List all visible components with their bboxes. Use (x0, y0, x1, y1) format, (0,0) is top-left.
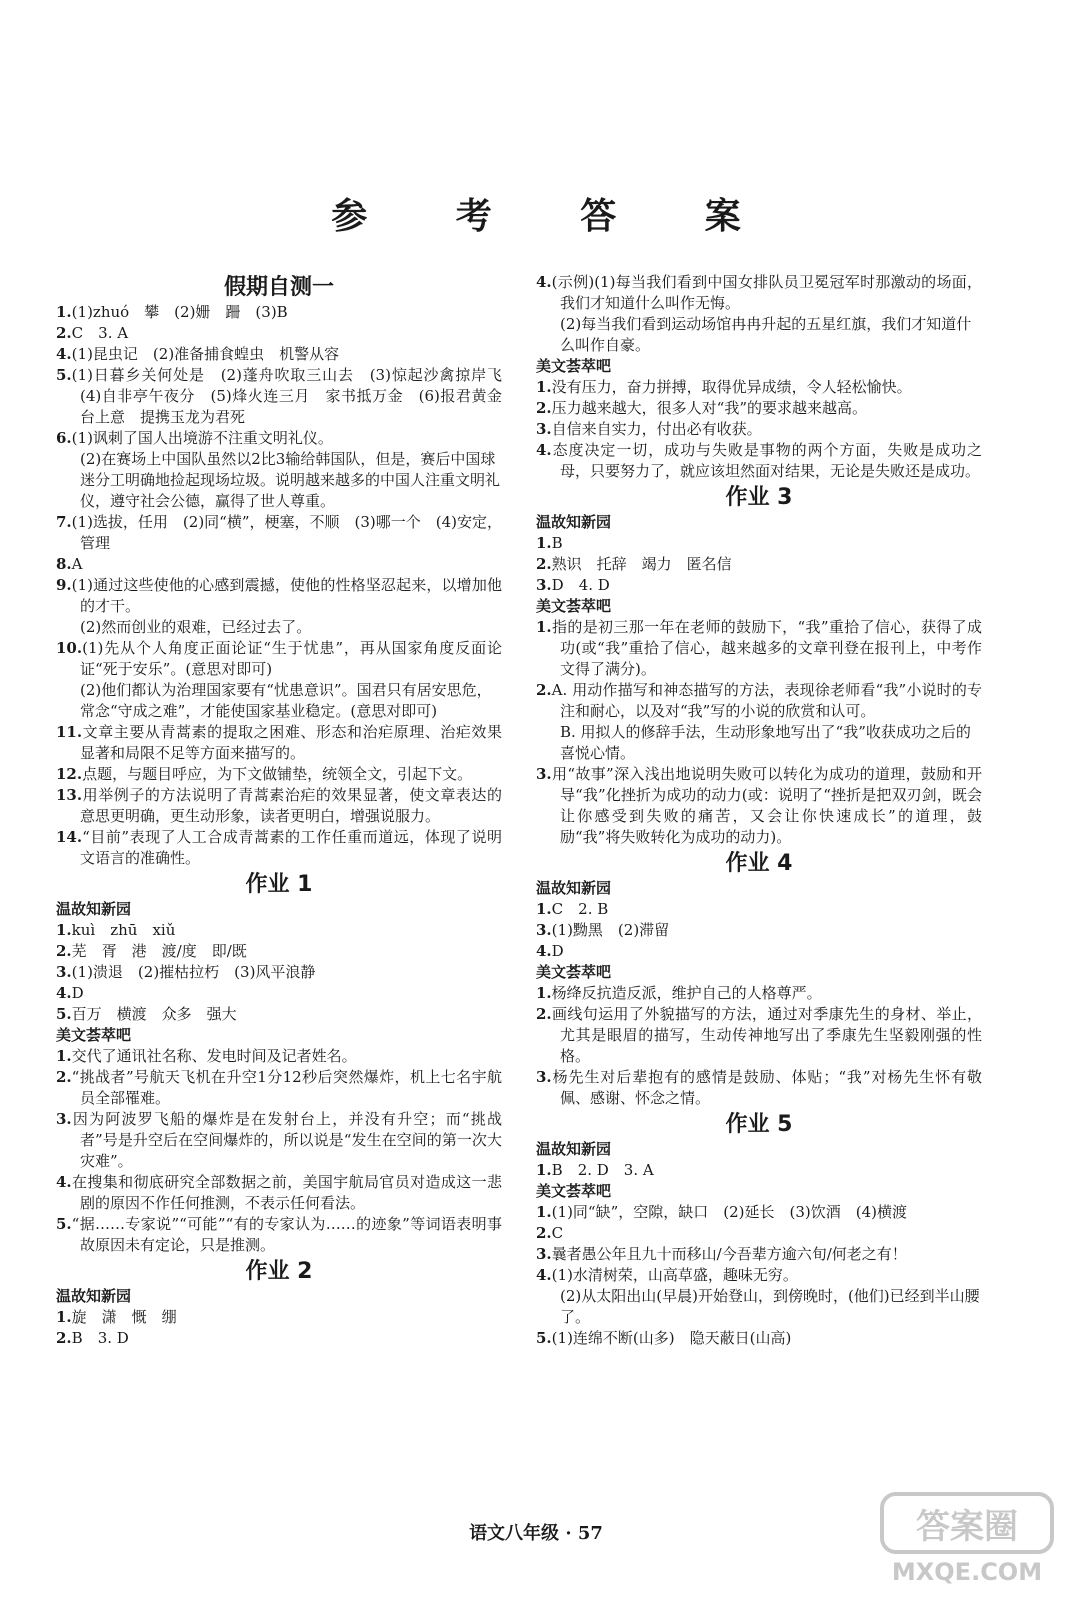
answer-item (56, 428, 502, 449)
item-number: 2. (56, 1068, 72, 1086)
item-text: 点题，与题目呼应，为下文做铺垫，统领全文，引起下文。 (82, 765, 473, 783)
item-number: 13. (56, 786, 83, 804)
answer-item (56, 764, 502, 785)
answer-item (56, 827, 502, 869)
item-text: “挑战者”号航天飞机在升空1分12秒后突然爆炸，机上七名宇航员全部罹难。 (71, 1068, 502, 1107)
item-text: 压力越来越大，很多人对“我”的要求越来越高。 (551, 399, 868, 417)
answer-list (56, 1046, 502, 1256)
answer-item (56, 1172, 502, 1214)
item-text: (1)连绵不断(山多) 隐天蔽日(山高) (551, 1329, 792, 1347)
answer-item (536, 1286, 982, 1328)
answer-item (536, 1004, 982, 1067)
item-number: 1. (56, 1047, 72, 1065)
item-text: D 4. D (551, 576, 610, 594)
answer-item (536, 554, 982, 575)
subsection-title: 美文荟萃吧 (536, 357, 612, 375)
answer-item (536, 377, 982, 398)
answer-item (56, 983, 502, 1004)
item-text: B. 用拟人的修辞手法，生动形象地写出了“我”收获成功之后的喜悦心情。 (560, 723, 971, 762)
answer-list (536, 983, 982, 1109)
page-title: 参 考 答 案 (331, 195, 779, 237)
item-text: B (551, 534, 563, 552)
item-number: 14. (56, 828, 83, 846)
subsection-title: 美文荟萃吧 (56, 1026, 132, 1044)
answer-item (56, 323, 502, 344)
item-text: 用举例子的方法说明了青蒿素治疟的效果显著，使文章表达的意思更明确，更生动形象，读者更明白，增强说服力。 (80, 786, 502, 825)
answer-item (536, 314, 982, 356)
item-text: (1)水清树荣，山高草盛，趣味无穷。 (551, 1266, 798, 1284)
answer-item (56, 1004, 502, 1025)
item-text: (示例)(1)每当我们看到中国女排队员卫冕冠军时那激动的场面，我们才知道什么叫作无悔。 (551, 273, 982, 312)
item-number: 2. (56, 324, 72, 342)
answer-item (536, 440, 982, 482)
item-number: 2. (56, 942, 72, 960)
item-number: 3. (536, 1068, 552, 1086)
item-number: 3. (56, 1110, 72, 1128)
item-text: (1)通过这些使他的心感到震撼，使他的性格坚忍起来，以增加他的才干。 (71, 576, 502, 615)
item-number: 1. (536, 618, 552, 636)
answer-item (536, 680, 982, 722)
item-number: 6. (56, 429, 72, 447)
item-text: A. 用动作描写和神态描写的方法，表现徐老师看“我”小说时的专注和耐心，以及对“我”写的小说的欣赏和认可。 (551, 681, 982, 720)
item-number: 1. (56, 303, 72, 321)
item-number: 7. (56, 513, 72, 531)
item-text: B 2. D 3. A (551, 1161, 654, 1179)
item-text: 杨绛反抗造反派，维护自己的人格尊严。 (551, 984, 822, 1002)
item-number: 1. (536, 534, 552, 552)
section-title: 作业 3 (725, 485, 793, 510)
item-text: 交代了通讯社名称、发电时间及记者姓名。 (71, 1047, 357, 1065)
item-number: 1. (56, 1308, 72, 1326)
item-text: (1)讽刺了国人出境游不注重文明礼仪。 (71, 429, 333, 447)
answer-item (56, 1046, 502, 1067)
answer-item (536, 1328, 982, 1349)
item-text: 文章主要从青蒿素的提取之困难、形态和治疟原理、治疟效果显著和局限不足等方面来描写的。 (80, 723, 502, 762)
item-number: 2. (536, 681, 552, 699)
item-text: (1)黝黑 (2)滞留 (551, 921, 670, 939)
item-number: 4. (56, 345, 72, 363)
watermark-url: MXQE.COM (891, 1558, 1043, 1586)
item-text: D (71, 984, 84, 1002)
item-text: (1)选拔，任用 (2)同“横”，梗塞，不顺 (3)哪一个 (4)安定，管理 (71, 513, 503, 552)
section-title: 假期自测一 (223, 275, 334, 300)
item-number: 1. (536, 1161, 552, 1179)
left-column (56, 272, 518, 1349)
answer-item (536, 920, 982, 941)
answer-list (56, 1307, 502, 1349)
item-text: (2)从太阳出山(早晨)开始登山，到傍晚时，(他们)已经到半山腰了。 (560, 1287, 980, 1326)
item-number: 4. (536, 1266, 552, 1284)
answer-list (536, 272, 982, 356)
answer-item (56, 575, 502, 617)
item-text: “目前”表现了人工合成青蒿素的工作任重而道远，体现了说明文语言的准确性。 (80, 828, 502, 867)
answer-item (536, 533, 982, 554)
answer-item (536, 272, 982, 314)
answer-list (56, 302, 518, 869)
item-number: 1. (536, 1203, 552, 1221)
subsection-title: 温故知新园 (536, 1140, 612, 1158)
item-number: 1. (56, 921, 72, 939)
item-text: 因为阿波罗飞船的爆炸是在发射台上，并没有升空；而“挑战者”号是升空后在空间爆炸的，所以说是“发生在空间的第一次大灾难”。 (71, 1110, 502, 1170)
item-text: D (551, 942, 564, 960)
page-footer: 语文八年级 · 57 (469, 1523, 603, 1544)
answer-item (536, 419, 982, 440)
item-text: B 3. D (71, 1329, 129, 1347)
item-text: C 2. B (551, 900, 609, 918)
answer-item (56, 1307, 502, 1328)
item-number: 1. (536, 984, 552, 1002)
answer-item (56, 617, 502, 638)
answer-item (536, 1223, 982, 1244)
item-number: 5. (56, 366, 72, 384)
item-text: kuì zhū xiǔ (71, 921, 176, 939)
answer-list (536, 1160, 982, 1181)
answer-item (536, 722, 982, 764)
item-number: 5. (56, 1005, 72, 1023)
item-text: 百万 横渡 众多 强大 (71, 1005, 237, 1023)
answer-item (56, 344, 502, 365)
item-text: (2)然而创业的艰难，已经过去了。 (80, 618, 312, 636)
answer-item (536, 398, 982, 419)
section-title: 作业 5 (725, 1112, 793, 1137)
answer-item (56, 638, 502, 680)
answer-item (536, 1244, 982, 1265)
item-text: 曩者愚公年且九十而移山/今吾辈方逾六旬/何老之有！ (551, 1245, 907, 1263)
answer-item (536, 983, 982, 1004)
item-number: 10. (56, 639, 83, 657)
answer-item (56, 1214, 502, 1256)
answer-item (536, 899, 982, 920)
item-text: 杨先生对后辈抱有的感情是鼓励、体贴；“我”对杨先生怀有敬佩、感谢、怀念之情。 (551, 1068, 982, 1107)
item-text: 旋 潇 慨 绷 (71, 1308, 177, 1326)
item-number: 3. (536, 765, 552, 783)
item-text: (1)昆虫记 (2)准备捕食蝗虫 机警从容 (71, 345, 340, 363)
answer-item (56, 1067, 502, 1109)
answer-item (56, 680, 502, 722)
item-number: 3. (536, 921, 552, 939)
answer-item (56, 449, 502, 512)
item-number: 1. (536, 900, 552, 918)
item-text: (1)先从个人角度正面论证“生于忧患”，再从国家角度反面论证“死于安乐”。(意思对即可) (80, 639, 502, 678)
answer-item (56, 512, 502, 554)
item-number: 4. (536, 942, 552, 960)
answer-item (56, 941, 502, 962)
item-number: 12. (56, 765, 83, 783)
item-text: 在搜集和彻底研究全部数据之前，美国宇航局官员对造成这一悲剧的原因不作任何推测，不表示任何看法。 (71, 1173, 502, 1212)
item-number: 8. (56, 555, 72, 573)
answer-list (536, 1202, 982, 1349)
answer-list (56, 920, 502, 1025)
subsection-title: 美文荟萃吧 (536, 1182, 612, 1200)
item-number: 3. (56, 963, 72, 981)
answer-item (536, 575, 982, 596)
item-number: 2. (536, 1005, 552, 1023)
item-text: (1)同“缺”，空隙，缺口 (2)延长 (3)饮酒 (4)横渡 (551, 1203, 908, 1221)
section-title: 作业 1 (245, 872, 313, 897)
item-text: A (71, 555, 83, 573)
item-text: (2)在赛场上中国队虽然以2比3输给韩国队，但是，赛后中国球迷分工明确地捡起现场垃圾。说明越来越多的中国人注重文明礼仪，遵守社会公德，赢得了世人尊重。 (80, 450, 501, 510)
answer-item (56, 920, 502, 941)
item-number: 5. (536, 1329, 552, 1347)
answer-list (536, 533, 982, 596)
item-text: “据……专家说”“可能”“有的专家认为……的迹象”等词语表明事故原因未有定论，只是推测。 (71, 1215, 502, 1254)
item-number: 4. (56, 984, 72, 1002)
subsection-title: 温故知新园 (536, 879, 612, 897)
item-text: C 3. A (71, 324, 129, 342)
item-text: 芜 胥 港 渡/度 即/既 (71, 942, 247, 960)
answer-item (536, 617, 982, 680)
item-text: (1)溃退 (2)摧枯拉朽 (3)风平浪静 (71, 963, 316, 981)
answer-item (536, 1265, 982, 1286)
item-number: 4. (536, 273, 552, 291)
answer-item (56, 785, 502, 827)
answer-item (56, 1328, 502, 1349)
item-number: 3. (536, 420, 552, 438)
item-number: 2. (536, 399, 552, 417)
item-number: 9. (56, 576, 72, 594)
item-number: 3. (536, 576, 552, 594)
item-number: 2. (56, 1329, 72, 1347)
watermark-logo (880, 1488, 1060, 1588)
item-text: 画线句运用了外貌描写的方法，通过对季康先生的身材、举止，尤其是眼眉的描写，生动传神地写出了季康先生坚毅刚强的性格。 (551, 1005, 982, 1065)
answer-item (56, 722, 502, 764)
answer-list (536, 377, 982, 482)
item-text: (2)每当我们看到运动场馆冉冉升起的五星红旗，我们才知道什么叫作自豪。 (560, 315, 972, 354)
item-text: 态度决定一切，成功与失败是事物的两个方面，失败是成功之母，只要努力了，就应该坦然面对结果，无论是失败还是成功。 (551, 441, 982, 480)
answer-item (536, 764, 982, 848)
section-title: 作业 4 (725, 851, 793, 876)
item-number: 1. (536, 378, 552, 396)
answer-item (536, 941, 982, 962)
subsection-title: 温故知新园 (56, 900, 132, 918)
item-number: 11. (56, 723, 83, 741)
item-text: C (551, 1224, 564, 1242)
item-number: 3. (536, 1245, 552, 1263)
answer-item (56, 302, 502, 323)
answer-item (56, 365, 518, 428)
answer-list (536, 617, 982, 848)
item-text: (1)zhuó 攀 (2)姗 跚 (3)B (71, 303, 288, 321)
answer-item (536, 1202, 982, 1223)
item-text: 熟识 托辞 竭力 匿名信 (551, 555, 732, 573)
item-text: 自信来自实力，付出必有收获。 (551, 420, 762, 438)
item-text: 指的是初三那一年在老师的鼓励下，“我”重拾了信心，获得了成功(或“我”重拾了信心，越来越多的文章刊登在报刊上，中考作文得了满分)。 (551, 618, 982, 678)
item-number: 4. (536, 441, 552, 459)
subsection-title: 美文荟萃吧 (536, 597, 612, 615)
item-number: 4. (56, 1173, 72, 1191)
answer-item (536, 1067, 982, 1109)
section-title: 作业 2 (245, 1259, 313, 1284)
answer-item (56, 1109, 502, 1172)
answer-list (536, 899, 982, 962)
answer-item (56, 554, 502, 575)
item-text: (1)日暮乡关何处是 (2)蓬舟吹取三山去 (3)惊起沙禽掠岸飞 (4)自非亭午夜分 (5)烽火连三月 家书抵万金 (6)报君黄金台上意 提携玉龙为君死 (71, 366, 518, 426)
item-text: 没有压力，奋力拼搏，取得优异成绩，令人轻松愉快。 (551, 378, 912, 396)
subsection-title: 美文荟萃吧 (536, 963, 612, 981)
answer-item (536, 1160, 982, 1181)
item-text: 用“故事”深入浅出地说明失败可以转化为成功的道理，鼓励和开导“我”化挫折为成功的动力(或：说明了“挫折是把双刃剑，既会让你感受到失败的痛苦，又会让你快速成长”的道理，鼓励“我”将失败转化为成功的动力)。 (551, 765, 982, 846)
right-column (536, 272, 982, 1349)
answer-item (56, 962, 502, 983)
item-number: 2. (536, 555, 552, 573)
item-text: (2)他们都认为治理国家要有“忧患意识”。国君只有居安思危，常念“守成之难”，才能使国家基业稳定。(意思对即可) (80, 681, 492, 720)
item-number: 2. (536, 1224, 552, 1242)
subsection-title: 温故知新园 (536, 513, 612, 531)
item-number: 5. (56, 1215, 72, 1233)
subsection-title: 温故知新园 (56, 1287, 132, 1305)
watermark-text: 答案圈 (916, 1507, 1018, 1547)
